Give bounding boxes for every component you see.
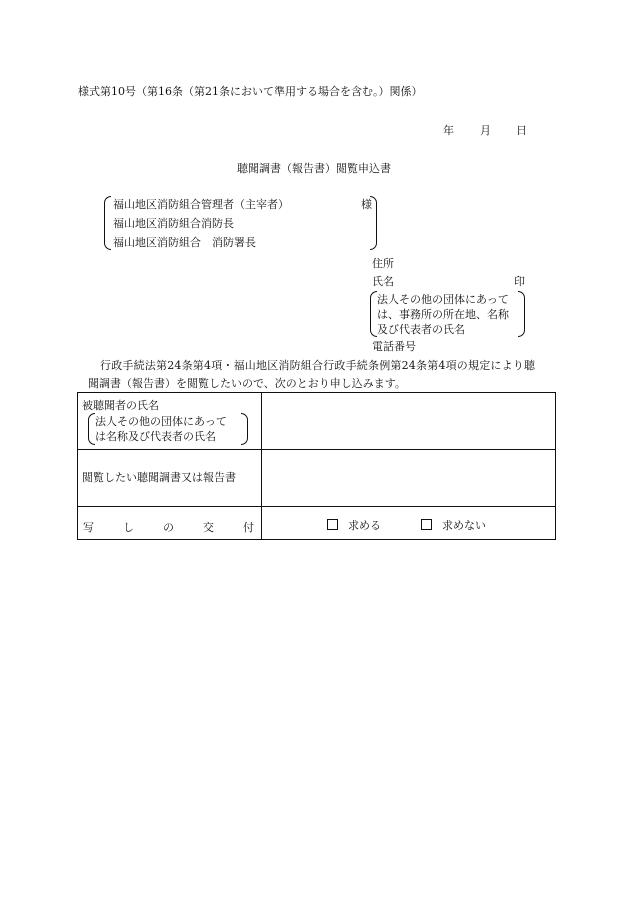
addressee-honorific: 様 [361, 198, 372, 211]
applicant-note-line-2: は、事務所の所在地、名称 [377, 308, 509, 321]
requested-document-value[interactable] [262, 450, 554, 504]
page-title: 聴聞調書（報告書）閲覧申込書 [237, 162, 391, 175]
addressee-line-2: 福山地区消防組合消防長 [113, 217, 234, 230]
copy-delivery-char-2: し [123, 521, 134, 534]
respondent-note-bracket-left [88, 413, 95, 445]
respondent-name-value[interactable] [262, 394, 554, 448]
requested-document-label: 閲覧したい聴聞調書又は報告書 [82, 471, 236, 484]
addressee-line-3: 福山地区消防組合 消防署長 [113, 236, 256, 249]
seal-mark: 印 [514, 275, 525, 288]
date-year: 年 [443, 124, 454, 137]
address-label: 住所 [372, 257, 394, 270]
applicant-note-line-3: 及び代表者の氏名 [377, 323, 465, 336]
addressee-bracket-right [370, 196, 377, 250]
applicant-note-bracket-right [518, 291, 525, 337]
option-no-label: 求めない [442, 519, 486, 532]
checkbox-yes-icon[interactable] [327, 519, 338, 530]
copy-delivery-char-3: の [163, 521, 174, 534]
form-number: 様式第10号（第16条（第21条において準用する場合を含む。）関係） [78, 85, 423, 98]
respondent-note-line-1: 法人その他の団体にあって [95, 415, 227, 428]
name-label: 氏名 [372, 275, 394, 288]
respondent-note-line-2: は名称及び代表者の氏名 [95, 430, 216, 443]
copy-option-yes[interactable] [327, 519, 381, 531]
copy-delivery-char-1: 写 [83, 521, 94, 534]
date-month: 月 [480, 124, 491, 137]
copy-delivery-char-4: 交 [203, 521, 214, 534]
addressee-line-1: 福山地区消防組合管理者（主宰者） [113, 198, 289, 211]
body-line-1: 行政手続法第24条第4項・福山地区消防組合行政手続条例第24条第4項の規定により聴 [100, 359, 536, 372]
addressee-bracket-left [104, 196, 111, 250]
applicant-note-bracket-left [370, 291, 377, 337]
applicant-note-line-1: 法人その他の団体にあって [377, 293, 509, 306]
copy-delivery-char-5: 付 [243, 521, 254, 534]
option-yes-label: 求める [348, 519, 381, 532]
date-day: 日 [516, 124, 527, 137]
table-row-divider-2 [78, 506, 555, 507]
phone-label: 電話番号 [372, 340, 416, 353]
checkbox-no-icon[interactable] [421, 519, 432, 530]
body-line-2: 聞調書（報告書）を閲覧したいので、次のとおり申し込みます。 [88, 377, 406, 390]
respondent-name-label: 被聴聞者の氏名 [82, 399, 159, 412]
respondent-note-bracket-right [241, 413, 248, 445]
copy-option-no[interactable] [421, 519, 486, 531]
